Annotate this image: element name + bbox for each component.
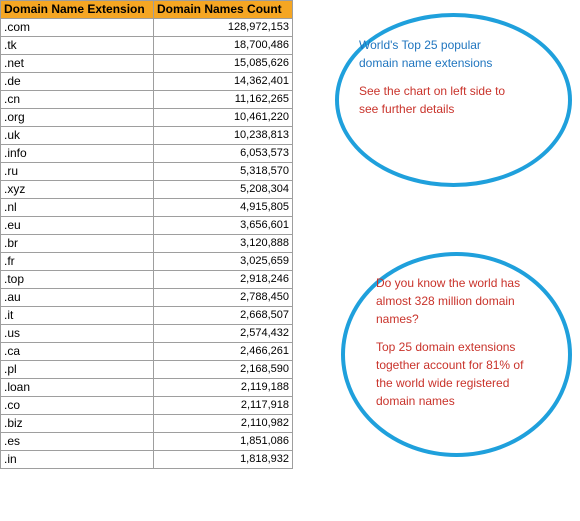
table-row	[1, 109, 293, 127]
cell-extension[interactable]: .ca	[1, 343, 154, 361]
table-row	[1, 379, 293, 397]
callout-bottom-line6: the world wide registered	[376, 376, 510, 390]
cell-count[interactable]: 10,238,813	[154, 127, 293, 145]
table-row	[1, 343, 293, 361]
header-extension[interactable]: Domain Name Extension	[1, 1, 154, 19]
table-row	[1, 181, 293, 199]
callout-bottom-line2: almost 328 million domain	[376, 294, 515, 308]
table-row	[1, 397, 293, 415]
cell-extension[interactable]: .it	[1, 307, 154, 325]
cell-extension[interactable]: .fr	[1, 253, 154, 271]
cell-extension[interactable]: .us	[1, 325, 154, 343]
cell-count[interactable]: 14,362,401	[154, 73, 293, 91]
cell-count[interactable]: 10,461,220	[154, 109, 293, 127]
table-row	[1, 325, 293, 343]
cell-count[interactable]: 2,466,261	[154, 343, 293, 361]
cell-extension[interactable]: .co	[1, 397, 154, 415]
table-row	[1, 91, 293, 109]
cell-count[interactable]: 1,851,086	[154, 433, 293, 451]
cell-extension[interactable]: .au	[1, 289, 154, 307]
callout-top-line2: domain name extensions	[359, 56, 493, 70]
cell-extension[interactable]: .biz	[1, 415, 154, 433]
spacer	[376, 328, 561, 338]
cell-extension[interactable]: .pl	[1, 361, 154, 379]
table-body	[1, 19, 293, 469]
cell-count[interactable]: 4,915,805	[154, 199, 293, 217]
cell-count[interactable]: 5,318,570	[154, 163, 293, 181]
cell-count[interactable]: 2,119,188	[154, 379, 293, 397]
table-row	[1, 361, 293, 379]
header-count[interactable]: Domain Names Count	[154, 1, 293, 19]
callout-top-line1: World's Top 25 popular	[359, 38, 481, 52]
cell-extension[interactable]: .es	[1, 433, 154, 451]
callout-bottom-line7: domain names	[376, 394, 455, 408]
table-row	[1, 307, 293, 325]
cell-count[interactable]: 6,053,573	[154, 145, 293, 163]
cell-extension[interactable]: .br	[1, 235, 154, 253]
spacer	[359, 72, 559, 82]
cell-count[interactable]: 15,085,626	[154, 55, 293, 73]
cell-extension[interactable]: .info	[1, 145, 154, 163]
table-row	[1, 271, 293, 289]
table-row	[1, 451, 293, 469]
cell-count[interactable]: 2,117,918	[154, 397, 293, 415]
cell-count[interactable]: 18,700,486	[154, 37, 293, 55]
table-row	[1, 73, 293, 91]
table-row	[1, 199, 293, 217]
table-row	[1, 19, 293, 37]
cell-count[interactable]: 128,972,153	[154, 19, 293, 37]
cell-extension[interactable]: .de	[1, 73, 154, 91]
cell-extension[interactable]: .ru	[1, 163, 154, 181]
callout-bottom-line3: names?	[376, 312, 419, 326]
cell-count[interactable]: 1,818,932	[154, 451, 293, 469]
cell-count[interactable]: 2,574,432	[154, 325, 293, 343]
table-row	[1, 55, 293, 73]
table-row	[1, 235, 293, 253]
cell-extension[interactable]: .eu	[1, 217, 154, 235]
cell-extension[interactable]: .com	[1, 19, 154, 37]
callout-top-line3: See the chart on left side to	[359, 84, 506, 98]
callout-bottom-line4: Top 25 domain extensions	[376, 340, 516, 354]
table-row	[1, 127, 293, 145]
callout-text-bottom	[376, 274, 561, 410]
callout-bottom-line5: together account for 81% of	[376, 358, 524, 372]
cell-extension[interactable]: .cn	[1, 91, 154, 109]
cell-extension[interactable]: .nl	[1, 199, 154, 217]
table-row	[1, 145, 293, 163]
table-row	[1, 37, 293, 55]
cell-extension[interactable]: .uk	[1, 127, 154, 145]
callout-top-line4: see further details	[359, 102, 455, 116]
cell-extension[interactable]: .net	[1, 55, 154, 73]
table-row	[1, 163, 293, 181]
table-row	[1, 253, 293, 271]
cell-count[interactable]: 2,918,246	[154, 271, 293, 289]
table-row	[1, 289, 293, 307]
cell-count[interactable]: 2,168,590	[154, 361, 293, 379]
cell-extension[interactable]: .loan	[1, 379, 154, 397]
table-row	[1, 415, 293, 433]
cell-extension[interactable]: .top	[1, 271, 154, 289]
table-row	[1, 217, 293, 235]
table-header-row	[1, 1, 293, 19]
table-row	[1, 433, 293, 451]
cell-extension[interactable]: .tk	[1, 37, 154, 55]
cell-count[interactable]: 5,208,304	[154, 181, 293, 199]
domain-table	[0, 0, 293, 469]
cell-count[interactable]: 3,656,601	[154, 217, 293, 235]
cell-extension[interactable]: .in	[1, 451, 154, 469]
cell-count[interactable]: 2,788,450	[154, 289, 293, 307]
cell-extension[interactable]: .xyz	[1, 181, 154, 199]
cell-extension[interactable]: .org	[1, 109, 154, 127]
callout-text-top	[359, 36, 559, 118]
callout-bottom-line1: Do you know the world has	[376, 276, 521, 290]
cell-count[interactable]: 3,025,659	[154, 253, 293, 271]
cell-count[interactable]: 11,162,265	[154, 91, 293, 109]
cell-count[interactable]: 3,120,888	[154, 235, 293, 253]
cell-count[interactable]: 2,110,982	[154, 415, 293, 433]
cell-count[interactable]: 2,668,507	[154, 307, 293, 325]
